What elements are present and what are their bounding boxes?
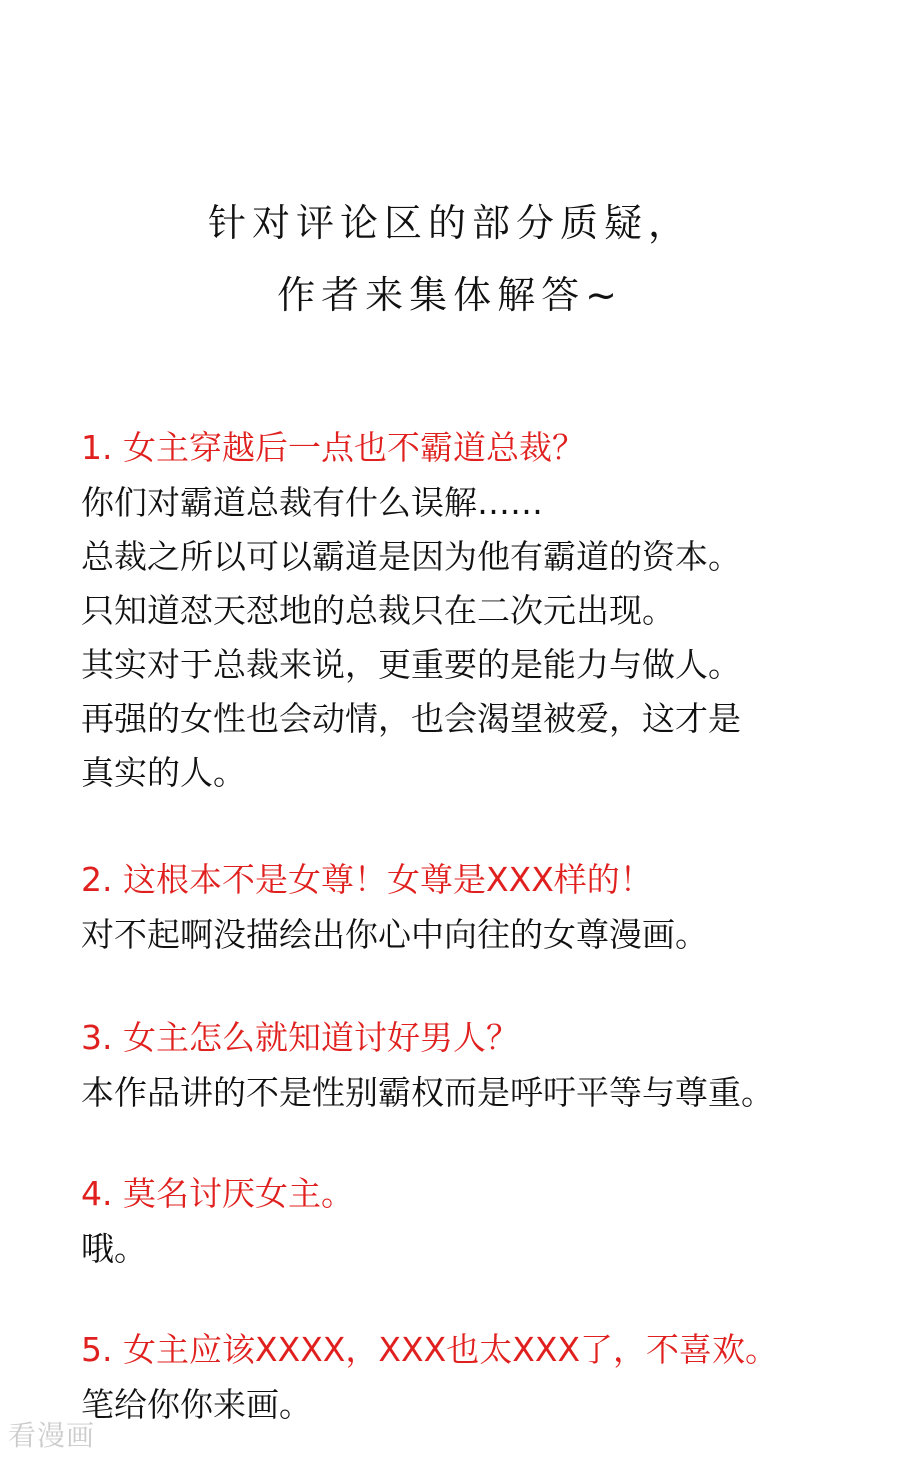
page-title-line-2: 作者来集体解答~ bbox=[277, 273, 623, 317]
answer-1-line-6: 真实的人。 bbox=[81, 753, 246, 792]
answer-2 bbox=[81, 908, 871, 962]
answer-3 bbox=[81, 1066, 871, 1120]
watermark-logo: 看漫画 bbox=[8, 1419, 96, 1452]
answer-1 bbox=[81, 476, 871, 800]
question-2: 2. 这根本不是女尊！女尊是XXX样的！ bbox=[81, 860, 653, 899]
question-3: 3. 女主怎么就知道讨好男人？ bbox=[81, 1018, 519, 1057]
qa-item-1 bbox=[81, 420, 871, 800]
qa-item-2 bbox=[81, 852, 871, 962]
answer-1-line-5: 再强的女性也会动情，也会渴望被爱，这才是 bbox=[81, 699, 741, 738]
answer-1-line-2: 总裁之所以可以霸道是因为他有霸道的资本。 bbox=[81, 537, 741, 576]
answer-3-line-1: 本作品讲的不是性别霸权而是呼吁平等与尊重。 bbox=[81, 1073, 774, 1112]
answer-2-line-1: 对不起啊没描绘出你心中向往的女尊漫画。 bbox=[81, 915, 708, 954]
question-5: 5. 女主应该XXXX，XXX也太XXX了，不喜欢。 bbox=[81, 1330, 779, 1369]
answer-5-line-1: 笔给你你来画。 bbox=[81, 1385, 312, 1424]
qa-item-3 bbox=[81, 1010, 871, 1120]
answer-1-line-1: 你们对霸道总裁有什么误解…… bbox=[81, 483, 543, 522]
answer-1-line-3: 只知道怼天怼地的总裁只在二次元出现。 bbox=[81, 591, 675, 630]
question-4: 4. 莫名讨厌女主。 bbox=[81, 1174, 354, 1213]
answer-1-line-4: 其实对于总裁来说，更重要的是能力与做人。 bbox=[81, 645, 741, 684]
question-1: 1. 女主穿越后一点也不霸道总裁？ bbox=[81, 428, 585, 467]
answer-4-line-1: 哦。 bbox=[81, 1229, 147, 1268]
page-title-line-1: 针对评论区的部分质疑， bbox=[207, 201, 692, 245]
qa-item-5 bbox=[81, 1322, 871, 1432]
answer-5 bbox=[81, 1378, 871, 1432]
qa-item-4 bbox=[81, 1166, 871, 1276]
answer-4 bbox=[81, 1222, 871, 1276]
